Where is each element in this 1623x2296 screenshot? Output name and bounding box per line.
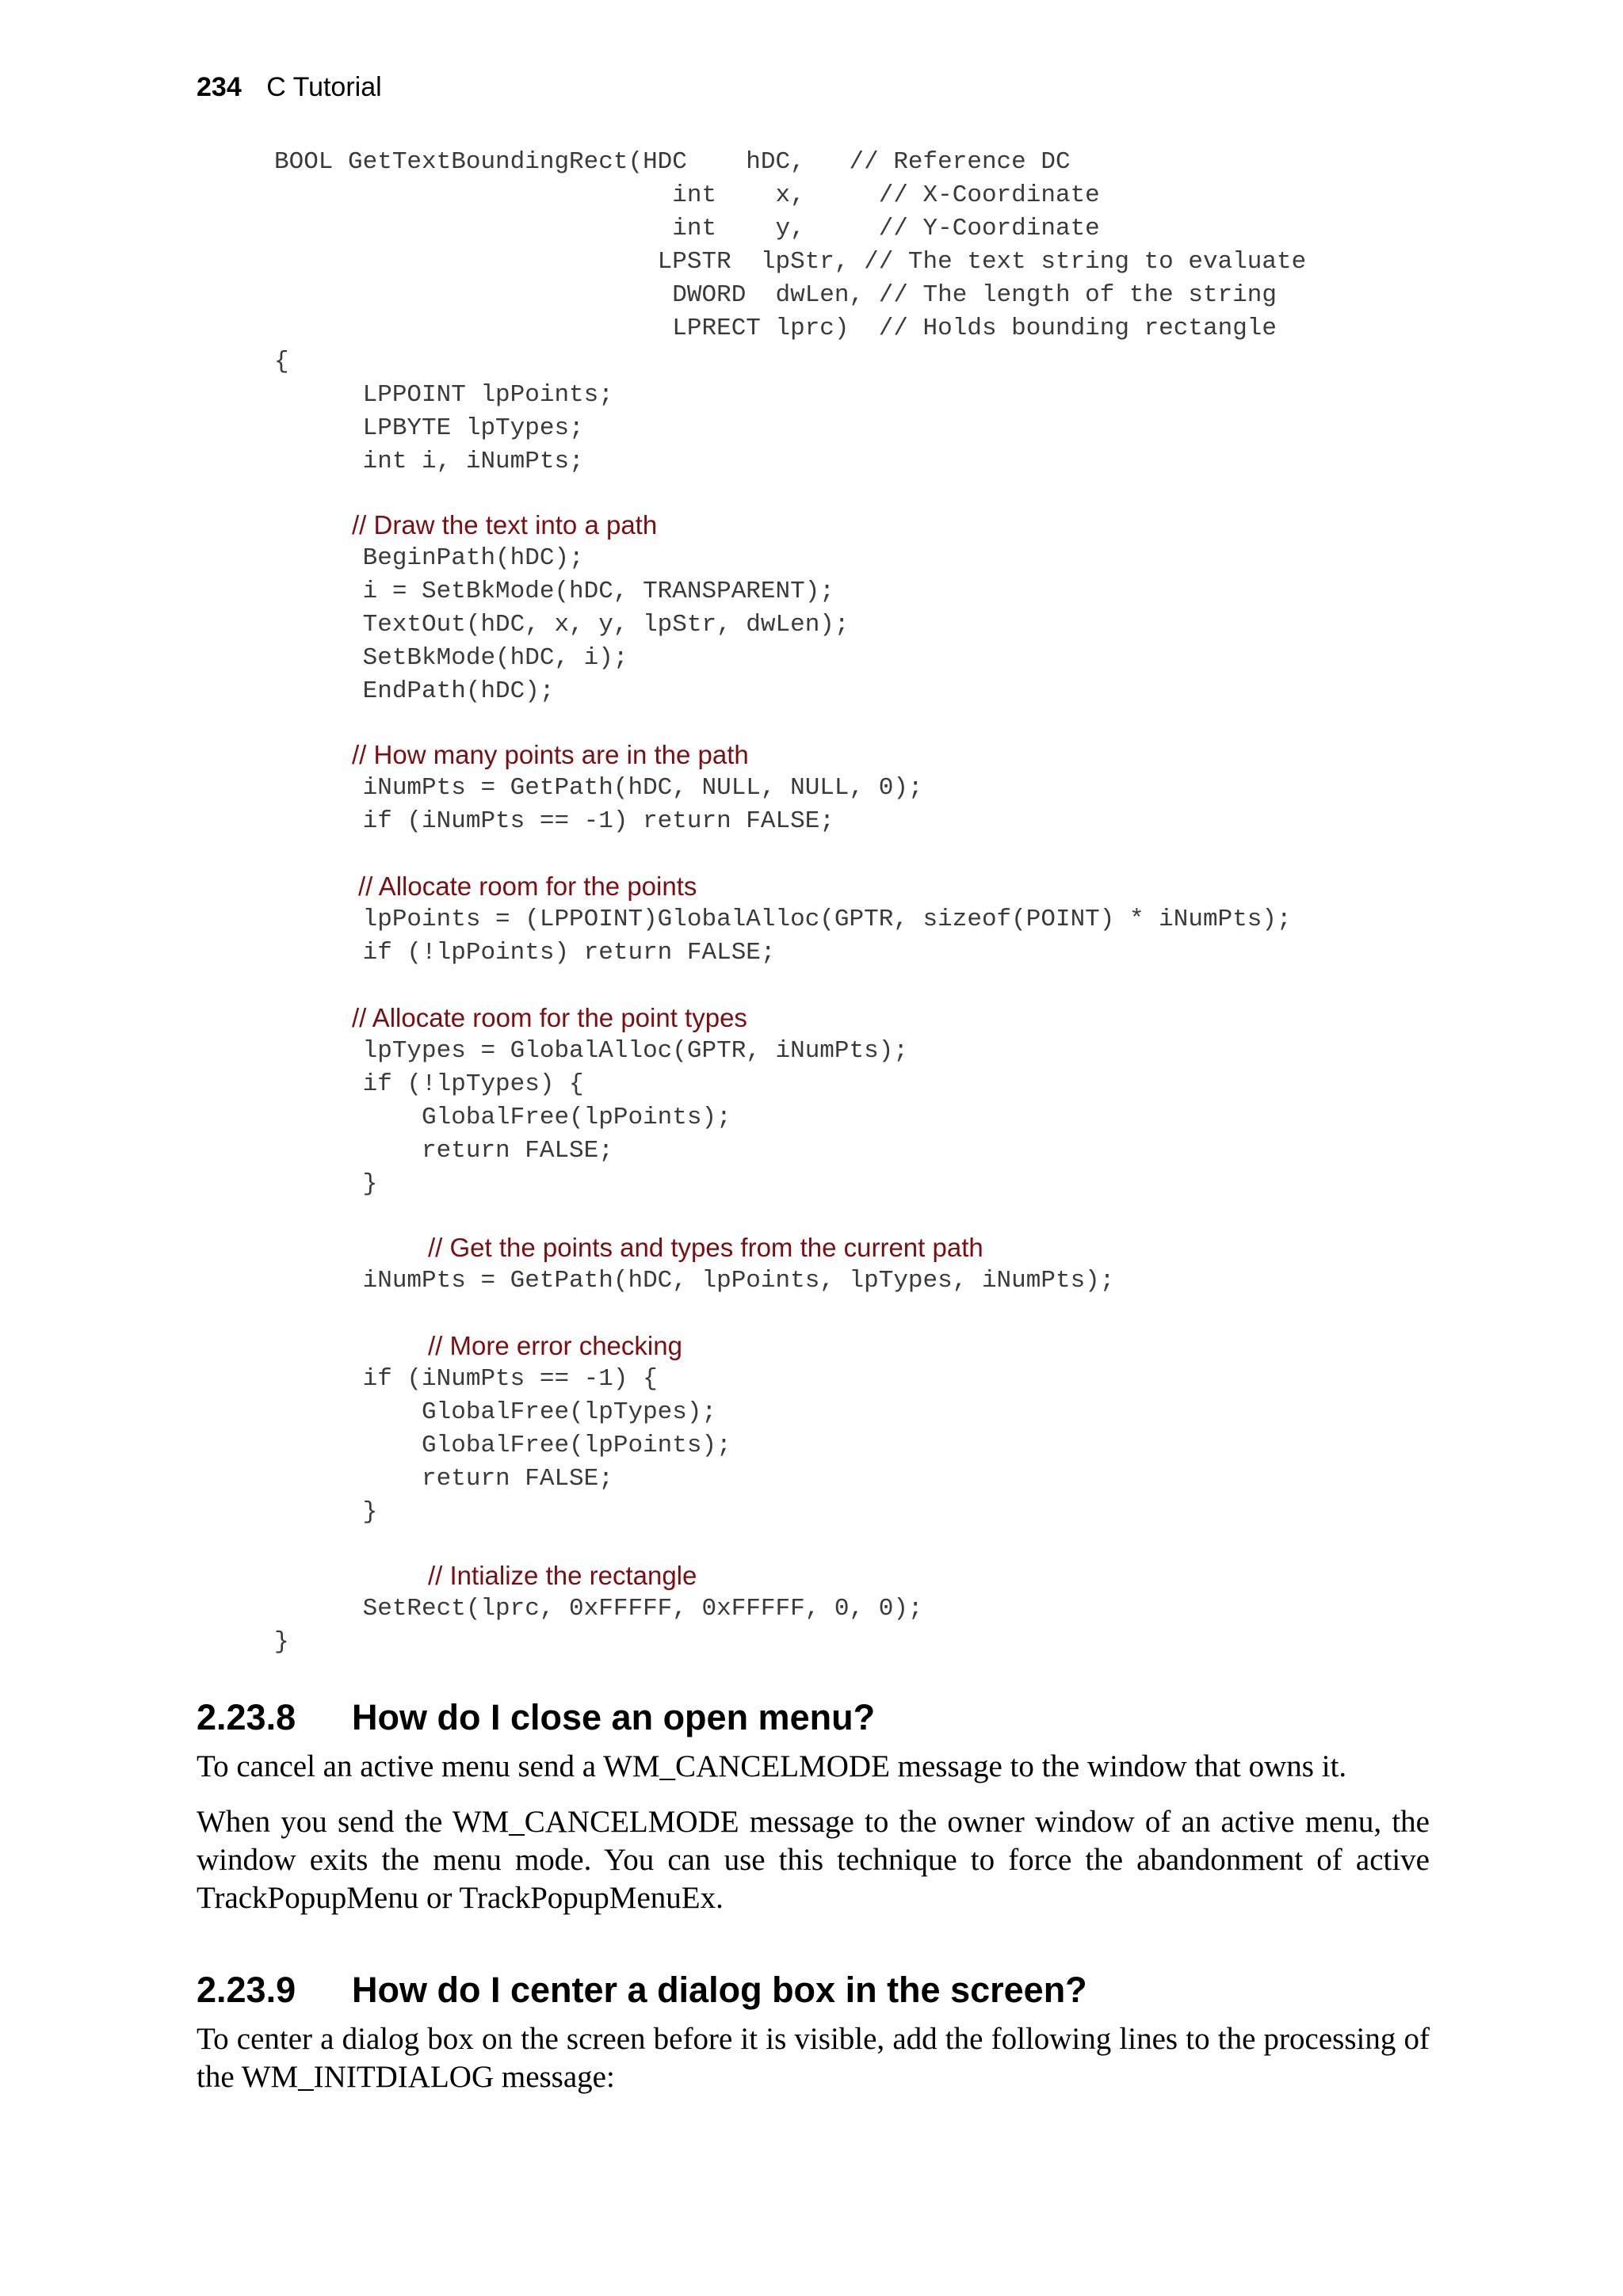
code-line: i = SetBkMode(hDC, TRANSPARENT); (274, 578, 834, 605)
code-line: BeginPath(hDC); (274, 544, 584, 572)
code-line: LPBYTE lpTypes; (274, 414, 584, 442)
section-heading (197, 1968, 1430, 2012)
code-line: BOOL GetTextBoundingRect(HDC hDC, // Reference DC (274, 148, 1071, 176)
code-line: iNumPts = GetPath(hDC, lpPoints, lpTypes, iNumPts); (274, 1267, 1115, 1295)
code-line: if (iNumPts == -1) return FALSE; (274, 807, 834, 835)
code-line: if (!lpTypes) { (274, 1070, 584, 1098)
code-line: LPSTR lpStr, // The text string to evaluate (274, 248, 1307, 276)
code-comment: // Intialize the rectangle (428, 1561, 697, 1590)
section-center-dialog (197, 1968, 1430, 2114)
code-line: GlobalFree(lpPoints); (274, 1432, 731, 1459)
section-title: How do I close an open menu? (352, 1697, 876, 1737)
code-comment: // Allocate room for the point types (352, 1003, 747, 1032)
code-line: int x, // X-Coordinate (274, 181, 1100, 209)
code-line: iNumPts = GetPath(hDC, NULL, NULL, 0); (274, 774, 923, 802)
code-line: { (274, 348, 289, 376)
code-line: return FALSE; (274, 1465, 613, 1493)
code-line: GlobalFree(lpTypes); (274, 1398, 717, 1426)
section-heading (197, 1695, 1430, 1740)
code-comment: // Get the points and types from the current path (428, 1233, 983, 1262)
code-line: if (iNumPts == -1) { (274, 1365, 658, 1393)
paragraph: To center a dialog box on the screen before it is visible, add the following lines to the processing of the WM_INITDIALOG message: (197, 2022, 1430, 2094)
code-comment: // Draw the text into a path (352, 510, 658, 540)
section-number: 2.23.8 (197, 1697, 296, 1737)
code-line: } (274, 1498, 378, 1526)
section-close-menu (197, 1695, 1430, 1935)
page-number: 234 (197, 72, 242, 102)
code-comment: // More error checking (428, 1331, 682, 1360)
code-line: } (274, 1170, 378, 1198)
code-comment: // Allocate room for the points (358, 871, 697, 901)
code-line: LPPOINT lpPoints; (274, 381, 613, 409)
section-number: 2.23.9 (197, 1970, 296, 2010)
code-line: lpPoints = (LPPOINT)GlobalAlloc(GPTR, sizeof(POINT) * iNumPts); (274, 906, 1292, 933)
page-header (197, 70, 382, 105)
code-line: DWORD dwLen, // The length of the string (274, 281, 1277, 309)
code-line: TextOut(hDC, x, y, lpStr, dwLen); (274, 611, 850, 639)
code-line: } (274, 1628, 289, 1656)
code-line: if (!lpPoints) return FALSE; (274, 939, 776, 967)
section-title: How do I center a dialog box in the screen? (352, 1970, 1087, 2010)
paragraph: To cancel an active menu send a WM_CANCELMODE message to the window that owns it. (197, 1749, 1347, 1783)
code-line: GlobalFree(lpPoints); (274, 1104, 731, 1131)
code-line: LPRECT lprc) // Holds bounding rectangle (274, 315, 1277, 342)
book-title: C Tutorial (266, 72, 382, 102)
code-line: SetBkMode(hDC, i); (274, 644, 628, 672)
code-line: int i, iNumPts; (274, 448, 584, 475)
code-comment: // How many points are in the path (352, 740, 749, 769)
code-line: int y, // Y-Coordinate (274, 215, 1100, 242)
code-line: SetRect(lprc, 0xFFFFF, 0xFFFFF, 0, 0); (274, 1595, 923, 1623)
paragraph: When you send the WM_CANCELMODE message to the owner window of an active menu, the window exits the menu mode. You can use this technique to force the abandonment of active TrackPopupMenu or TrackPopupMenuEx. (197, 1805, 1430, 1915)
code-line: lpTypes = GlobalAlloc(GPTR, iNumPts); (274, 1037, 908, 1065)
code-line: EndPath(hDC); (274, 677, 555, 705)
code-line: return FALSE; (274, 1137, 613, 1165)
